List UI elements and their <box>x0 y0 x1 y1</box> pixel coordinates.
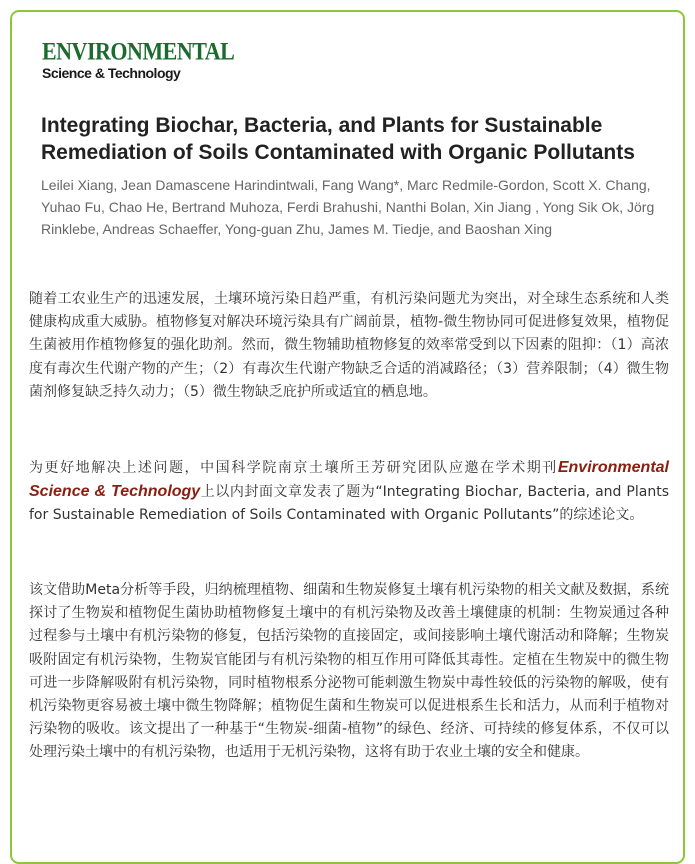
logo-line-1: ENVIRONMENTAL <box>42 36 235 66</box>
article-header <box>12 12 683 274</box>
p2-intro: 为更好地解决上述问题，中国科学院南京土壤所王芳研究团队应邀在学术期刊 <box>29 460 558 476</box>
paragraph-publication <box>29 456 669 528</box>
paragraph-summary: 该文借助Meta分析等手段，归纳梳理植物、细菌和生物炭修复土壤有机污染物的相关文献及数据，系统探讨了生物炭和植物促生菌协助植物修复土壤中的有机污染物及改善土壤健康的机制：生物炭通过各种过程参与土壤中有机污染物的修复，包括污染物的直接固定，或间接影响土壤代谢活动和降解；生物炭吸附固定有机污染物，生物炭官能团与有机污染物的相互作用可降低其毒性。定植在生物炭中的微生物可进一步降解吸附有机污染物，同时植物根系分泌物可能刺激生物炭中毒性较低的污染物的解吸，使有机污染物更容易被土壤中微生物降解；植物促生菌和生物炭可以促进根系生长和活力，从而利于植物对污染物的吸收。该文提出了一种基于“生物炭-细菌-植物”的绿色、经济、可持续的修复体系，不仅可以处理污染土壤中的有机污染物，也适用于无机污染物，这将有助于农业土壤的安全和健康。 <box>29 582 669 761</box>
paragraph-background: 随着工农业生产的迅速发展，土壤环境污染日趋严重，有机污染问题尤为突出，对全球生态系统和人类健康构成重大威胁。植物修复对解决环境污染具有广阔前景，植物-微生物协同可促进修复效果，植物促生菌被用作植物修复的强化助剂。然而，微生物辅助植物修复的效率常受到以下因素的阻抑：（1）高浓度有毒次生代谢产物的产生；（2）有毒次生代谢产物缺乏合适的消减路径；（3）营养限制；（4）微生物菌剂修复缺乏持久动力；（5）微生物缺乏庇护所或适宜的栖息地。 <box>29 291 669 400</box>
article-title: Integrating Biochar, Bacteria, and Plants for Sustainable Remediation of Soils Contaminated with Organic Pollutants <box>41 114 635 164</box>
logo-line-2: Science & Technology <box>42 65 181 81</box>
article-authors: Leilei Xiang, Jean Damascene Harindintwali, Fang Wang*, Marc Redmile-Gordon, Scott X. Chang, Yuhao Fu, Chao He, Bertrand Muhoza, Ferdi Brahushi, Nanthi Bolan, Xin Jiang , Yong Sik Ok, Jörg Rinklebe, Andreas Schaeffer, Yong-guan Zhu, James M. Tiedje, and Baoshan Xing <box>41 177 655 237</box>
journal-name: Environmental Science & Technology <box>29 459 669 501</box>
p2-title-text: 上以内封面文章发表了题为“Integrating Biochar, Bacteria, and Plants for Sustainable Remediation of Soils Contaminated with Organic Pollutants”的综述论文。 <box>29 484 669 524</box>
journal-logo <box>42 36 235 99</box>
article-card <box>10 10 685 864</box>
